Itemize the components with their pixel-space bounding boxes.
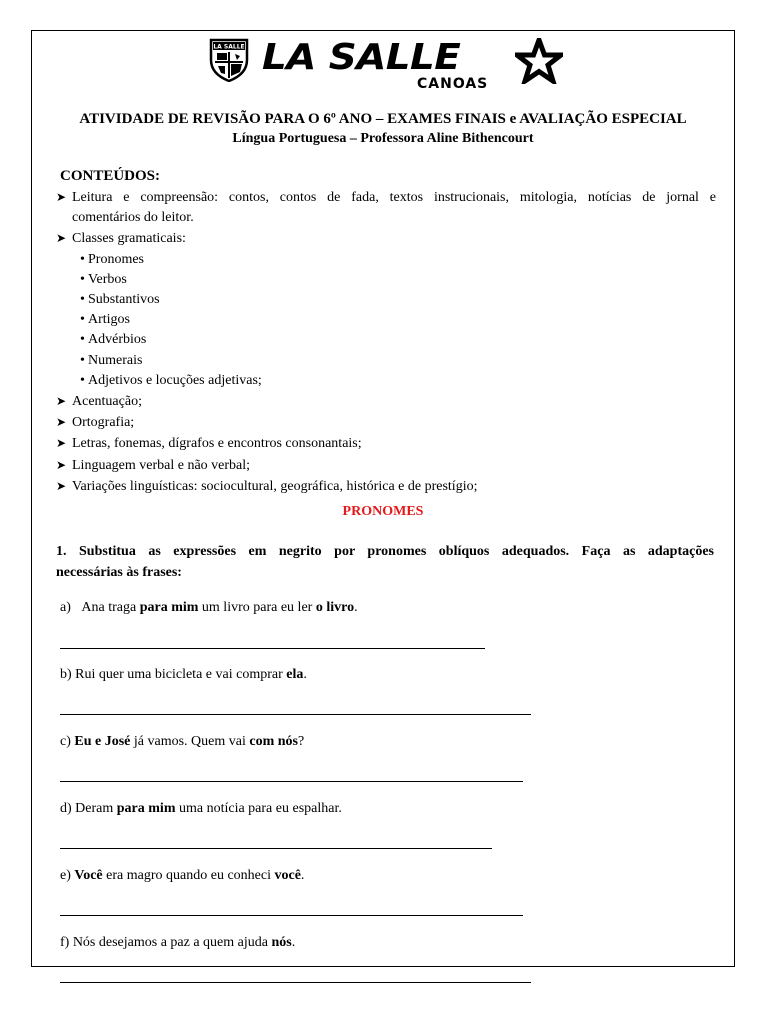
list-item: ➤ Variações linguísticas: sociocultural, geográfica, histórica e de prestígio; <box>56 476 716 497</box>
arrow-bullet-icon: ➤ <box>56 457 67 472</box>
sub-list-item: • Advérbios <box>56 330 716 350</box>
la-salle-logo <box>209 36 569 94</box>
exercise-e: e) Você era magro quando eu conheci você. <box>60 868 305 883</box>
exercise-a: a) Ana traga para mim um livro para eu ler o livro. <box>60 600 358 615</box>
bullet-icon: • <box>80 332 85 348</box>
bullet-icon: • <box>80 372 85 388</box>
answer-line-f[interactable] <box>60 982 531 983</box>
answer-line-d[interactable] <box>60 848 492 849</box>
arrow-bullet-icon: ➤ <box>56 231 67 246</box>
answer-line-e[interactable] <box>60 915 523 916</box>
bullet-icon: • <box>80 312 85 328</box>
logo-subtitle: CANOAS <box>417 76 489 92</box>
page-subtitle: Língua Portuguesa – Professora Aline Bithencourt <box>232 131 534 146</box>
list-item: ➤ Linguagem verbal e não verbal; <box>56 455 716 476</box>
arrow-bullet-icon: ➤ <box>56 415 67 430</box>
arrow-bullet-icon: ➤ <box>56 436 67 451</box>
sub-list-item: • Numerais <box>56 351 716 371</box>
bullet-icon: • <box>80 251 85 267</box>
question-1 <box>56 541 714 583</box>
question-text-continuation: necessárias às frases: <box>56 565 182 580</box>
bullet-icon: • <box>80 352 85 368</box>
shield-icon <box>209 36 249 82</box>
svg-text:LA SALLE: LA SALLE <box>213 43 245 51</box>
sub-list-item: • Artigos <box>56 310 716 330</box>
answer-line-b[interactable] <box>60 714 531 715</box>
list-item: ➤ Acentuação; <box>56 391 716 412</box>
sub-list-item: • Substantivos <box>56 290 716 310</box>
section-heading-pronomes: PRONOMES <box>342 504 424 519</box>
list-item: ➤ Classes gramaticais: <box>56 228 716 249</box>
arrow-bullet-icon: ➤ <box>56 394 67 409</box>
exercise-b: b) Rui quer uma bicicleta e vai comprar ela. <box>60 667 307 682</box>
exercise-c: c) Eu e José já vamos. Quem vai com nós? <box>60 734 305 749</box>
list-item-continuation: comentários do leitor. <box>72 210 194 226</box>
contents-label: CONTEÚDOS: <box>60 168 161 184</box>
star-icon <box>515 38 563 84</box>
exercise-d: d) Deram para mim uma notícia para eu espalhar. <box>60 801 342 816</box>
sub-list-item: • Adjetivos e locuções adjetivas; <box>56 371 716 391</box>
sub-list-item: • Verbos <box>56 270 716 290</box>
sub-list-item: • Pronomes <box>56 250 716 270</box>
list-item: ➤ Ortografia; <box>56 412 716 433</box>
logo-text: LA SALLE <box>262 37 461 78</box>
question-number: 1. <box>56 544 67 559</box>
arrow-bullet-icon: ➤ <box>56 478 67 493</box>
contents-list <box>56 187 716 497</box>
list-item: ➤ Leitura e compreensão: contos, contos de fada, textos instrucionais, mitologia, notícias de jornal e <box>56 187 716 208</box>
arrow-bullet-icon: ➤ <box>56 190 67 204</box>
list-item: ➤ Letras, fonemas, dígrafos e encontros consonantais; <box>56 433 716 454</box>
bullet-icon: • <box>80 271 85 287</box>
answer-line-c[interactable] <box>60 781 523 782</box>
question-text: Substitua as expressões em negrito por pronomes oblíquos adequados. Faça as adaptações <box>79 544 715 559</box>
page-title: ATIVIDADE DE REVISÃO PARA O 6º ANO – EXAMES FINAIS e AVALIAÇÃO ESPECIAL <box>79 111 687 127</box>
bullet-icon: • <box>80 292 85 308</box>
exercise-f: f) Nós desejamos a paz a quem ajuda nós. <box>60 935 296 950</box>
answer-line-a[interactable] <box>60 648 485 649</box>
